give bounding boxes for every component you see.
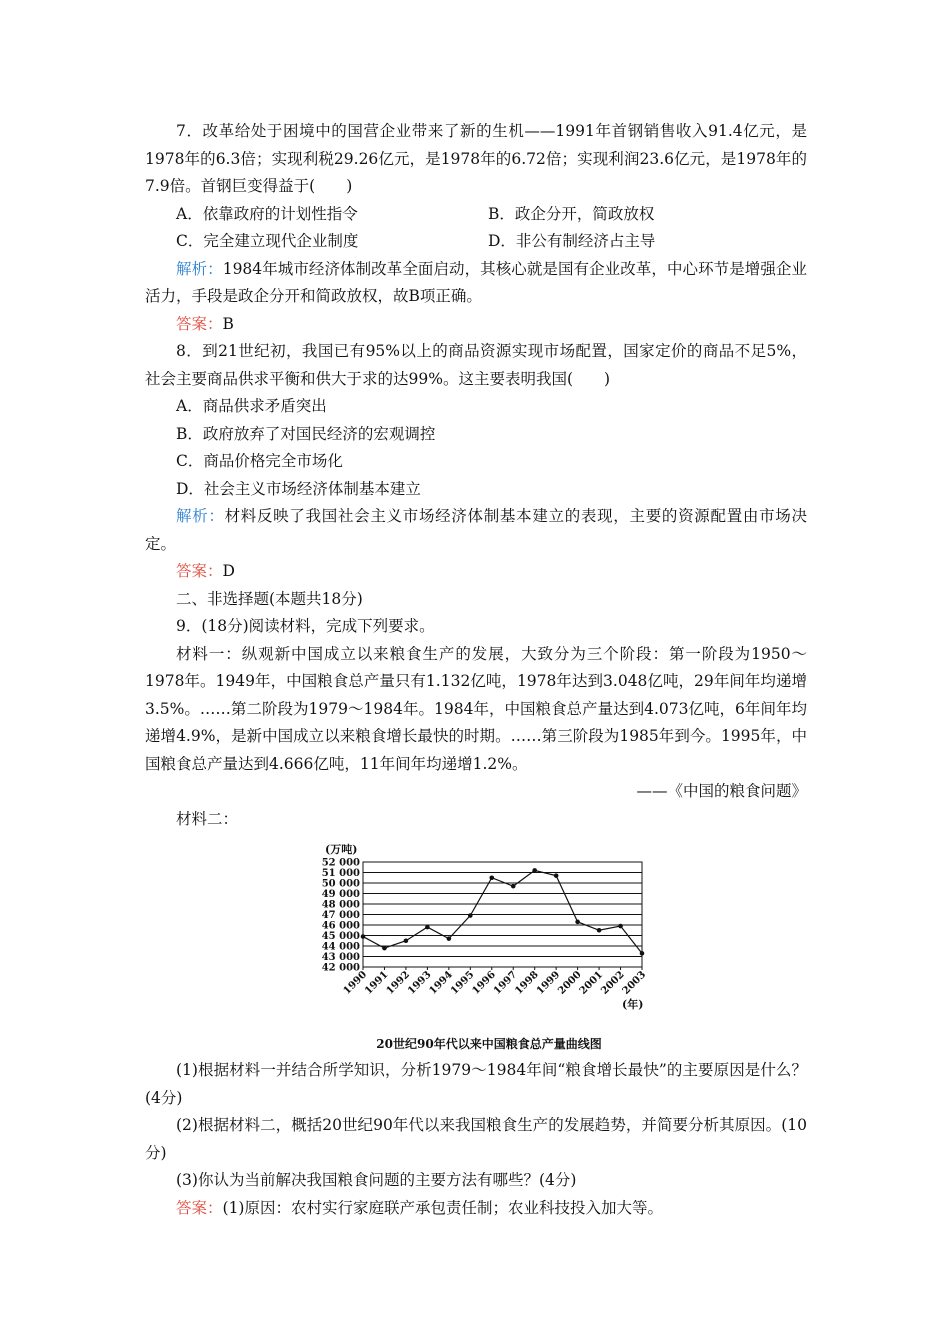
chart-x-tick-label: 1998 xyxy=(513,969,541,997)
chart-data-point xyxy=(489,875,494,880)
chart-x-tick-label: 1991 xyxy=(363,969,391,997)
chart-data-point xyxy=(597,928,602,933)
chart-data-point xyxy=(618,924,623,929)
chart-x-tick-label: 2001 xyxy=(577,969,606,997)
q9-answer-text: (1)原因：农村实行家庭联产承包责任制；农业科技投入加大等。 xyxy=(222,1198,663,1217)
chart-data-point xyxy=(447,936,452,941)
chart-data-point xyxy=(361,934,366,939)
q8-answer xyxy=(145,558,807,586)
chart-x-tick-label: 2000 xyxy=(556,969,584,997)
chart-y-tick-label: 47 000 xyxy=(321,910,360,921)
chart-y-tick-label: 43 000 xyxy=(321,952,360,963)
chart-y-tick-label: 48 000 xyxy=(321,899,360,911)
grain-output-chart xyxy=(145,837,807,1057)
chart-x-tick-label: 1990 xyxy=(341,969,370,997)
chart-svg xyxy=(145,837,807,1057)
q7-analysis-label: 解析： xyxy=(176,259,223,278)
q7-answer-label: 答案： xyxy=(176,314,223,333)
chart-x-tick-label: 1997 xyxy=(491,969,520,997)
q8-answer-value: D xyxy=(222,562,235,580)
chart-data-point xyxy=(511,884,516,889)
q7-option-b: B．政企分开，简政放权 xyxy=(488,204,655,223)
chart-data-point xyxy=(382,946,387,951)
chart-y-tick-label: 46 000 xyxy=(321,920,360,932)
q7-options-row-1 xyxy=(145,201,807,229)
q9-sub-question-2: (2)根据材料二，概括20世纪90年代以来我国粮食生产的发展趋势，并简要分析其原因。(10分) xyxy=(145,1116,807,1162)
q8-option-b: B．政府放弃了对国民经济的宏观调控 xyxy=(176,424,436,443)
chart-data-point xyxy=(468,913,473,918)
q8-analysis-text: 材料反映了我国社会主义市场经济体制基本建立的表现，主要的资源配置由市场决定。 xyxy=(145,507,807,553)
chart-x-tick-label: 1995 xyxy=(448,969,477,997)
q8-option-c: C．商品价格完全市场化 xyxy=(176,452,343,470)
chart-y-tick-label: 49 000 xyxy=(321,889,360,900)
chart-x-tick-label: 2002 xyxy=(599,969,627,997)
chart-data-point xyxy=(575,920,580,925)
q9-answer-label: 答案： xyxy=(176,1198,223,1217)
chart-title: 20世纪90年代以来中国粮食总产量曲线图 xyxy=(376,1037,602,1051)
q7-analysis xyxy=(145,256,807,311)
document-page xyxy=(145,118,807,1222)
q8-analysis-label: 解析： xyxy=(176,507,225,525)
q7-answer-value: B xyxy=(222,314,234,333)
q9-stem: 9．(18分)阅读材料，完成下列要求。 xyxy=(176,617,435,635)
q7-option-c: C．完全建立现代企业制度 xyxy=(176,232,359,250)
chart-y-tick-label: 51 000 xyxy=(321,868,360,879)
q8-option-a: A．商品供求矛盾突出 xyxy=(176,397,327,415)
chart-y-axis-label: (万吨) xyxy=(325,843,358,856)
q9-material-1-source: ——《中国的粮食问题》 xyxy=(636,782,807,800)
q7-option-d: D．非公有制经济占主导 xyxy=(488,232,656,250)
q7-stem: 7．改革给处于困境中的国营企业带来了新的生机——1991年首钢销售收入91.4亿元，是1978年的6.3倍；实现利税29.26亿元，是1978年的6.72倍；实现利润23.6亿元，是1978年的7.9倍。首钢巨变得益于( ) xyxy=(145,122,807,195)
chart-x-tick-label: 1994 xyxy=(427,969,455,997)
chart-data-point xyxy=(640,951,645,956)
q7-analysis-text: 1984年城市经济体制改革全面启动，其核心就是国有企业改革，中心环节是增强企业活力，手段是政企分开和简政放权，故B项正确。 xyxy=(145,259,807,305)
chart-data-point xyxy=(532,868,537,873)
chart-y-tick-label: 50 000 xyxy=(321,878,360,890)
chart-y-tick-label: 42 000 xyxy=(321,962,360,974)
q9-sub-question-1: (1)根据材料一并结合所学知识，分析1979～1984年间“粮食增长最快”的主要原因是什么？(4分) xyxy=(145,1061,807,1107)
q7-answer xyxy=(145,311,807,339)
chart-x-tick-label: 1996 xyxy=(470,969,498,997)
q8-stem: 8．到21世纪初，我国已有95%以上的商品资源实现市场配置，国家定价的商品不足5%，社会主要商品供求平衡和供大于求的达99%。这主要表明我国( ) xyxy=(145,342,807,388)
q7-option-a: A．依靠政府的计划性指令 xyxy=(176,204,358,223)
chart-x-tick-label: 2003 xyxy=(620,969,649,997)
chart-data-point xyxy=(404,938,409,943)
chart-x-axis-label: (年) xyxy=(622,998,644,1011)
chart-y-tick-label: 52 000 xyxy=(321,857,360,869)
chart-data-point xyxy=(425,925,430,930)
section-heading: 二、非选择题(本题共18分) xyxy=(176,589,363,608)
q8-analysis xyxy=(145,503,807,558)
q9-sub-question-3: (3)你认为当前解决我国粮食问题的主要方法有哪些？(4分) xyxy=(176,1171,577,1189)
chart-x-tick-label: 1992 xyxy=(384,969,413,997)
chart-y-tick-label: 44 000 xyxy=(321,941,360,953)
chart-y-tick-label: 45 000 xyxy=(321,931,360,942)
q7-options-row-2 xyxy=(145,228,807,256)
chart-x-tick-label: 1999 xyxy=(534,969,563,997)
q9-material-1: 材料一：纵观新中国成立以来粮食生产的发展，大致分为三个阶段：第一阶段为1950～1978年。1949年，中国粮食总产量只有1.132亿吨，1978年达到3.048亿吨，29年间年均递增3.5%。……第二阶段为1979～1984年。1984年，中国粮食总产量达到4.073亿吨，6年间年均递增4.9%，是新中国成立以来粮食增长最快的时期。……第三阶段为1985年到今。1995年，中国粮食总产量达到4.666亿吨，11年间年均递增1.2%。 xyxy=(145,644,807,773)
q9-answer xyxy=(145,1195,807,1223)
q9-material-2-label: 材料二： xyxy=(176,809,239,828)
chart-x-tick-label: 1993 xyxy=(406,969,434,997)
chart-data-point xyxy=(554,873,559,878)
q8-answer-label: 答案： xyxy=(176,562,223,580)
q8-option-d: D．社会主义市场经济体制基本建立 xyxy=(176,479,421,498)
